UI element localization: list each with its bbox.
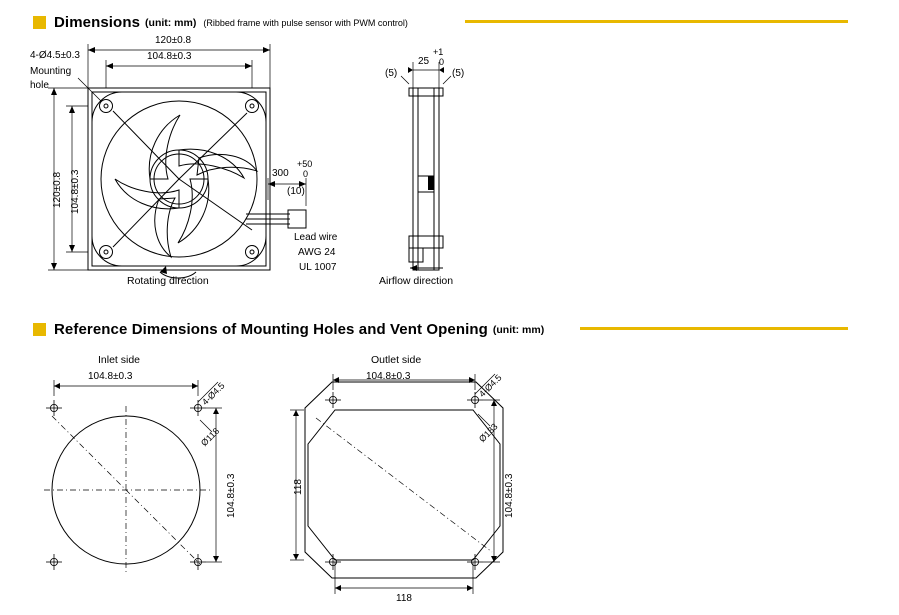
front-top-inner-dim: 104.8±0.3 [147,51,192,62]
mounting-hole-label-line2: Mounting [30,66,72,77]
section-title-2: Reference Dimensions of Mounting Holes and Vent Opening [54,321,488,338]
lead-wire-line2: AWG 24 [298,247,336,258]
side-right-tab-label: (5) [452,68,465,79]
mounting-hole-label-line3: hole [30,80,49,91]
outlet-circle-label: Ø133 [477,421,500,445]
airflow-direction-caption: Airflow direction [379,275,454,287]
section-rule-2 [580,327,848,330]
mounting-hole-dia-label: 4-Ø4.5±0.3 [30,50,80,61]
front-left-outer-dim: 120±0.8 [52,171,63,208]
outlet-left-dim: 118 [293,479,304,495]
outlet-right-dim: 104.8±0.3 [504,473,515,518]
lead-length-value: 300 [272,168,289,179]
rotating-direction-caption: Rotating direction [127,275,209,287]
section-note: (Ribbed frame with pulse sensor with PWM control) [203,17,408,28]
front-top-outer-dim: 120±0.8 [155,35,192,46]
lead-length-extra: (10) [287,186,305,197]
lead-length-tol-upper: +50 [297,159,313,169]
lead-wire-line1: Lead wire [294,232,338,243]
inlet-right-dim: 104.8±0.3 [226,473,237,518]
section-unit-2: (unit: mm) [492,323,545,336]
inlet-top-dim: 104.8±0.3 [88,371,133,382]
outlet-hole-label: 4-Ø4.5 [477,372,504,400]
inlet-side-caption: Inlet side [98,354,141,366]
section-title: Dimensions [54,14,141,31]
outlet-bottom-dim: 118 [396,593,412,604]
outlet-side-caption: Outlet side [371,354,422,366]
inlet-hole-label: 4-Ø4.5 [200,380,227,408]
section-unit: (unit: mm) [145,16,197,29]
bullet-square-icon-2 [33,323,46,336]
inlet-circle-label: Ø118 [199,425,222,449]
front-left-inner-dim: 104.8±0.3 [70,169,81,214]
lead-wire-line3: UL 1007 [299,262,337,273]
lead-length-tol-lower: 0 [303,169,309,179]
section-header-reference-dimensions [33,321,544,338]
side-depth-tol-upper: +1 [433,47,444,57]
outlet-top-dim: 104.8±0.3 [366,371,411,382]
side-depth-tol-lower: 0 [439,57,445,67]
side-left-tab-label: (5) [385,68,398,79]
side-depth-value: 25 [418,56,430,67]
